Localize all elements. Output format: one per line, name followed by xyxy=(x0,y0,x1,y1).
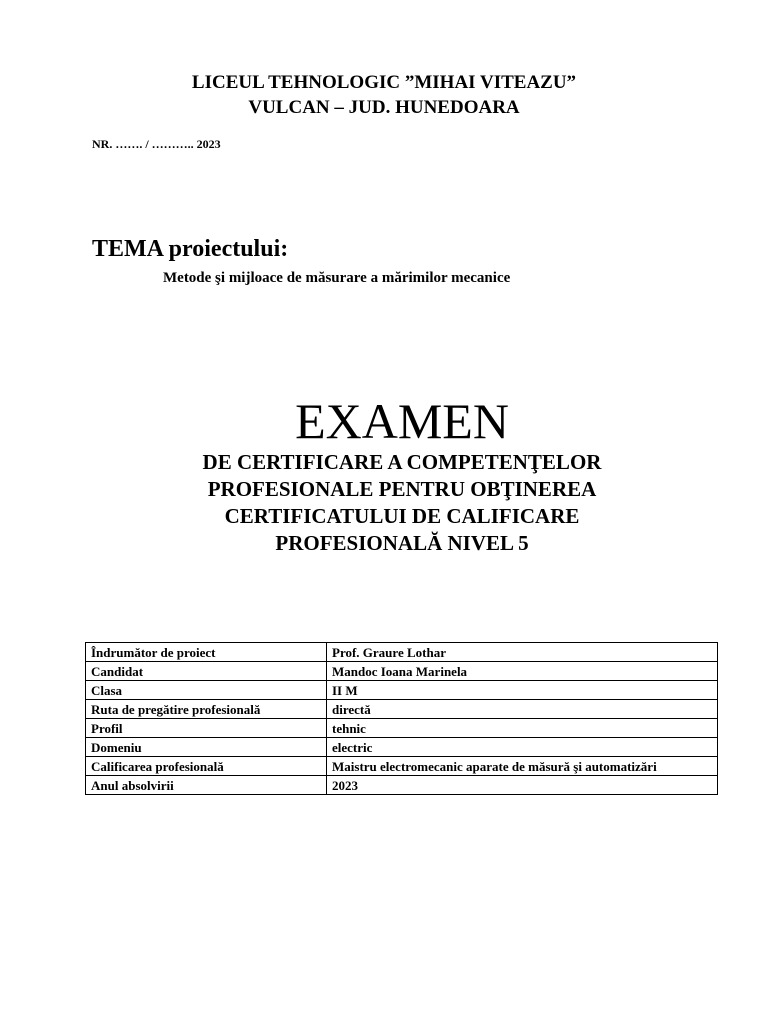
project-theme-label: TEMA proiectului: xyxy=(92,236,289,262)
exam-subtitle-line: CERTIFICATULUI DE CALIFICARE xyxy=(224,504,580,528)
row-value: Mandoc Ioana Marinela xyxy=(327,662,718,681)
school-location: VULCAN – JUD. HUNEDOARA xyxy=(248,97,520,118)
row-value: II M xyxy=(327,681,718,700)
school-name: LICEUL TEHNOLOGIC ”MIHAI VITEAZU” xyxy=(191,72,577,93)
row-value: directă xyxy=(327,700,718,719)
row-value: tehnic xyxy=(327,719,718,738)
row-label: Domeniu xyxy=(86,738,327,757)
row-label: Profil xyxy=(86,719,327,738)
details-table xyxy=(85,642,718,795)
row-label: Candidat xyxy=(86,662,327,681)
exam-subtitle-line: DE CERTIFICARE A COMPETENŢELOR xyxy=(202,450,602,474)
table-row xyxy=(86,757,718,776)
school-header xyxy=(0,70,768,120)
row-label: Anul absolvirii xyxy=(86,776,327,795)
table-row xyxy=(86,719,718,738)
row-label: Ruta de pregătire profesională xyxy=(86,700,327,719)
row-value: 2023 xyxy=(327,776,718,795)
table-row xyxy=(86,643,718,662)
row-label: Calificarea profesională xyxy=(86,757,327,776)
table-row xyxy=(86,700,718,719)
registration-number: NR. ……. / ……….. 2023 xyxy=(92,137,221,151)
table-row xyxy=(86,738,718,757)
table-row xyxy=(86,776,718,795)
project-theme-subject: Metode şi mijloace de măsurare a mărimilor mecanice xyxy=(163,270,511,286)
table-row xyxy=(86,662,718,681)
row-value: Maistru electromecanic aparate de măsură şi automatizări xyxy=(327,757,718,776)
exam-subtitle xyxy=(0,449,768,557)
row-label: Îndrumător de proiect xyxy=(86,643,327,662)
table-row xyxy=(86,681,718,700)
exam-subtitle-line: PROFESIONALĂ NIVEL 5 xyxy=(275,531,529,555)
row-value: Prof. Graure Lothar xyxy=(327,643,718,662)
exam-subtitle-line: PROFESIONALE PENTRU OBŢINEREA xyxy=(207,477,597,501)
exam-title: EXAMEN xyxy=(295,393,509,449)
row-value: electric xyxy=(327,738,718,757)
row-label: Clasa xyxy=(86,681,327,700)
